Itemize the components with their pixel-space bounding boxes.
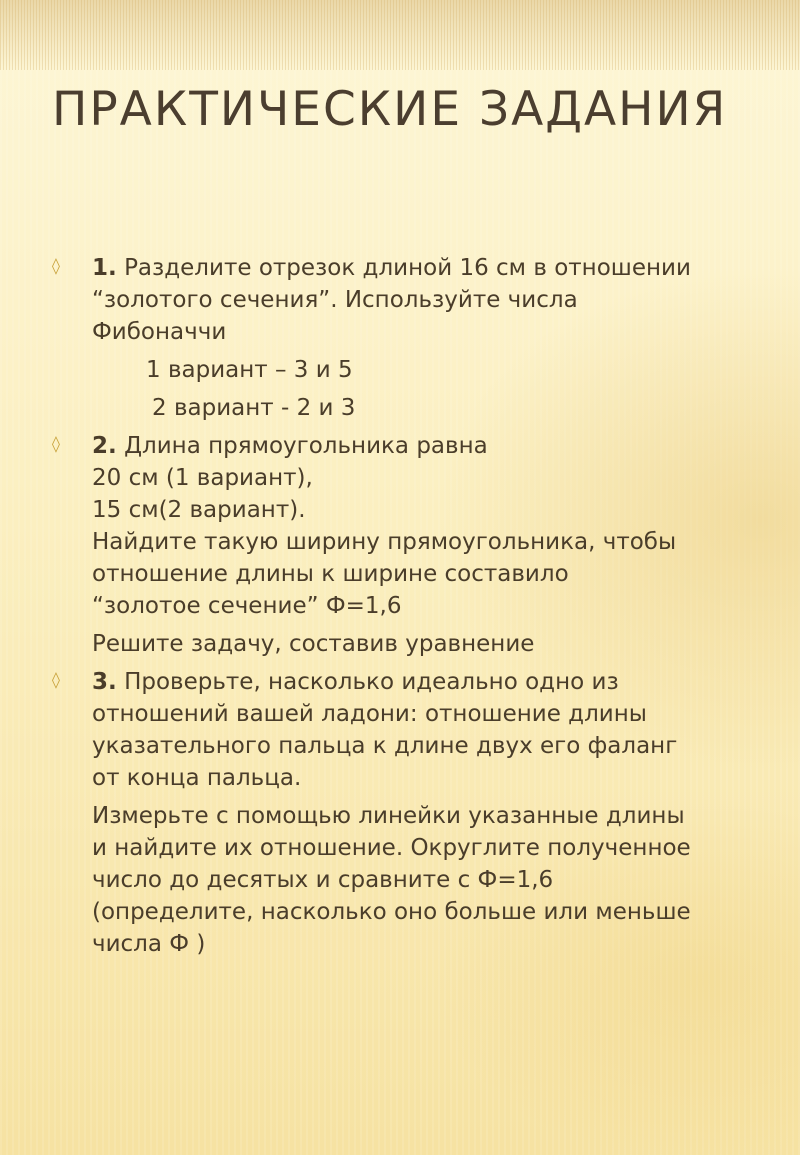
task-number: 3. bbox=[92, 669, 117, 695]
task-3-line-2: отношений вашей ладони: отношение длины bbox=[92, 701, 647, 727]
task-2-line-3: 15 см(2 вариант). bbox=[92, 497, 306, 523]
bullet-icon: ◊ bbox=[52, 670, 60, 689]
task-1-line-1: 1. Разделите отрезок длиной 16 см в отношении bbox=[92, 255, 691, 281]
task-2-line-6: “золотое сечение” Ф=1,6 bbox=[92, 593, 402, 619]
task-2-note: Решите задачу, составив уравнение bbox=[92, 631, 535, 657]
task-1-line-2: “золотого сечения”. Используйте числа bbox=[92, 287, 578, 313]
task-1-variant-2: 2 вариант - 2 и 3 bbox=[152, 395, 356, 421]
task-3-instruction-5: числа Ф ) bbox=[92, 931, 206, 957]
task-3-line-3: указательного пальца к длине двух его фаланг bbox=[92, 733, 678, 759]
task-3-instruction-3: число до десятых и сравните с Ф=1,6 bbox=[92, 867, 554, 893]
background-stripes bbox=[0, 0, 800, 70]
task-3-line-1: 3. Проверьте, насколько идеально одно из bbox=[92, 669, 619, 695]
task-3-instruction-1: Измерьте с помощью линейки указанные длины bbox=[92, 803, 685, 829]
task-2-line-5: отношение длины к ширине составило bbox=[92, 561, 569, 587]
task-3-instruction-4: (определите, насколько оно больше или меньше bbox=[92, 899, 691, 925]
bullet-icon: ◊ bbox=[52, 434, 60, 453]
task-list bbox=[52, 252, 792, 966]
task-1-line-3: Фибоначчи bbox=[92, 319, 227, 345]
task-number: 2. bbox=[92, 433, 117, 459]
task-3-instruction-2: и найдите их отношение. Округлите полученное bbox=[92, 835, 691, 861]
task-2-line-2: 20 см (1 вариант), bbox=[92, 465, 313, 491]
task-3-line-4: от конца пальца. bbox=[92, 765, 302, 791]
task-3 bbox=[52, 666, 792, 960]
task-1-variant-1: 1 вариант – 3 и 5 bbox=[146, 357, 353, 383]
task-2-line-4: Найдите такую ширину прямоугольника, чтобы bbox=[92, 529, 677, 555]
bullet-icon: ◊ bbox=[52, 256, 60, 275]
task-number: 1. bbox=[92, 255, 117, 281]
task-2 bbox=[52, 430, 792, 660]
slide-title: ПРАКТИЧЕСКИЕ ЗАДАНИЯ bbox=[52, 82, 728, 137]
task-2-line-1: 2. Длина прямоугольника равна bbox=[92, 433, 488, 459]
task-1 bbox=[52, 252, 792, 424]
